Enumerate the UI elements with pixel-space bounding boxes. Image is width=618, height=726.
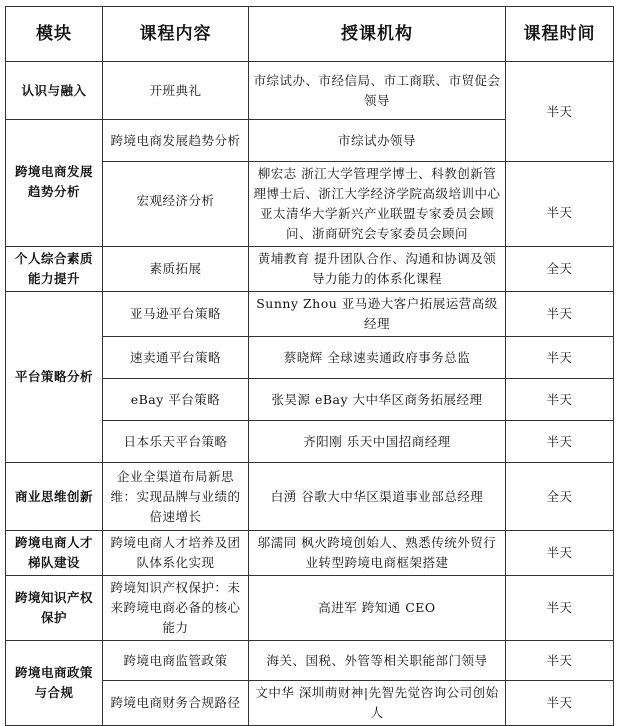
time-cell: 半天: [506, 162, 614, 247]
time-cell: 半天: [506, 641, 614, 681]
time-cell: 半天: [506, 421, 614, 463]
header-time: 课程时间: [506, 7, 614, 62]
module-cell: 商业思维创新: [6, 463, 103, 531]
org-cell: 白湧 谷歌大中华区渠道事业部总经理: [249, 463, 506, 531]
content-cell: 日本乐天平台策略: [103, 421, 249, 463]
org-cell: 齐阳刚 乐天中国招商经理: [249, 421, 506, 463]
content-cell: 开班典礼: [103, 62, 249, 120]
content-cell: 跨境电商监管政策: [103, 641, 249, 681]
time-cell: 半天: [506, 379, 614, 421]
module-cell: 平台策略分析: [6, 292, 103, 463]
table-row: [6, 463, 614, 531]
content-cell: 跨境知识产权保护：未来跨境电商必备的核心能力: [103, 576, 249, 641]
org-cell: 海关、国税、外管等相关职能部门领导: [249, 641, 506, 681]
org-cell: Sunny Zhou 亚马逊大客户拓展运营高级经理: [249, 292, 506, 337]
org-cell: 邬濡同 枫火跨境创始人、熟悉传统外贸行业转型跨境电商框架搭建: [249, 531, 506, 576]
time-cell: 半天: [506, 337, 614, 379]
time-cell: 半天: [506, 531, 614, 576]
table-row: [6, 531, 614, 576]
content-cell: 宏观经济分析: [103, 162, 249, 247]
content-cell: 企业全渠道布局新思维：实现品牌与业绩的倍速增长: [103, 463, 249, 531]
header-module: 模块: [6, 7, 103, 62]
content-cell: 跨境电商财务合规路径: [103, 681, 249, 726]
course-schedule-table: [5, 6, 614, 726]
header-org: 授课机构: [249, 7, 506, 62]
module-cell: 跨境电商发展趋势分析: [6, 120, 103, 247]
table-row: [6, 641, 614, 681]
table-row: [6, 576, 614, 641]
header-row: [6, 7, 614, 62]
content-cell: 跨境电商发展趋势分析: [103, 120, 249, 162]
content-cell: 跨境电商人才培养及团队体系化实现: [103, 531, 249, 576]
time-cell: 全天: [506, 247, 614, 292]
content-cell: 亚马逊平台策略: [103, 292, 249, 337]
org-cell: 黄埔教育 提升团队合作、沟通和协调及领导力能力的体系化课程: [249, 247, 506, 292]
org-cell: 柳宏志 浙江大学管理学博士、科教创新管理博士后、浙江大学经济学院高级培训中心亚太清华大学新兴产业联盟专家委员会顾问、浙商研究会专家委员会顾问: [249, 162, 506, 247]
time-cell: 半天: [506, 292, 614, 337]
module-cell: 个人综合素质能力提升: [6, 247, 103, 292]
content-cell: 素质拓展: [103, 247, 249, 292]
time-cell: 半天: [506, 681, 614, 726]
table-row: [6, 247, 614, 292]
content-cell: eBay 平台策略: [103, 379, 249, 421]
org-cell: 市综试办、市经信局、市工商联、市贸促会领导: [249, 62, 506, 120]
module-cell: 跨境电商政策与合规: [6, 641, 103, 726]
time-cell: 半天: [506, 62, 614, 162]
module-cell: 跨境电商人才梯队建设: [6, 531, 103, 576]
table-row: [6, 62, 614, 120]
header-content: 课程内容: [103, 7, 249, 62]
time-cell: 全天: [506, 463, 614, 531]
table-row: [6, 292, 614, 337]
org-cell: 文中华 深圳萌财神|先智先觉咨询公司创始人: [249, 681, 506, 726]
org-cell: 蔡晓辉 全球速卖通政府事务总监: [249, 337, 506, 379]
document-page: [5, 0, 613, 720]
org-cell: 市综试办领导: [249, 120, 506, 162]
org-cell: 高进军 跨知通 CEO: [249, 576, 506, 641]
module-cell: 认识与融入: [6, 62, 103, 120]
time-cell: 半天: [506, 576, 614, 641]
org-cell: 张昊源 eBay 大中华区商务拓展经理: [249, 379, 506, 421]
content-cell: 速卖通平台策略: [103, 337, 249, 379]
module-cell: 跨境知识产权保护: [6, 576, 103, 641]
